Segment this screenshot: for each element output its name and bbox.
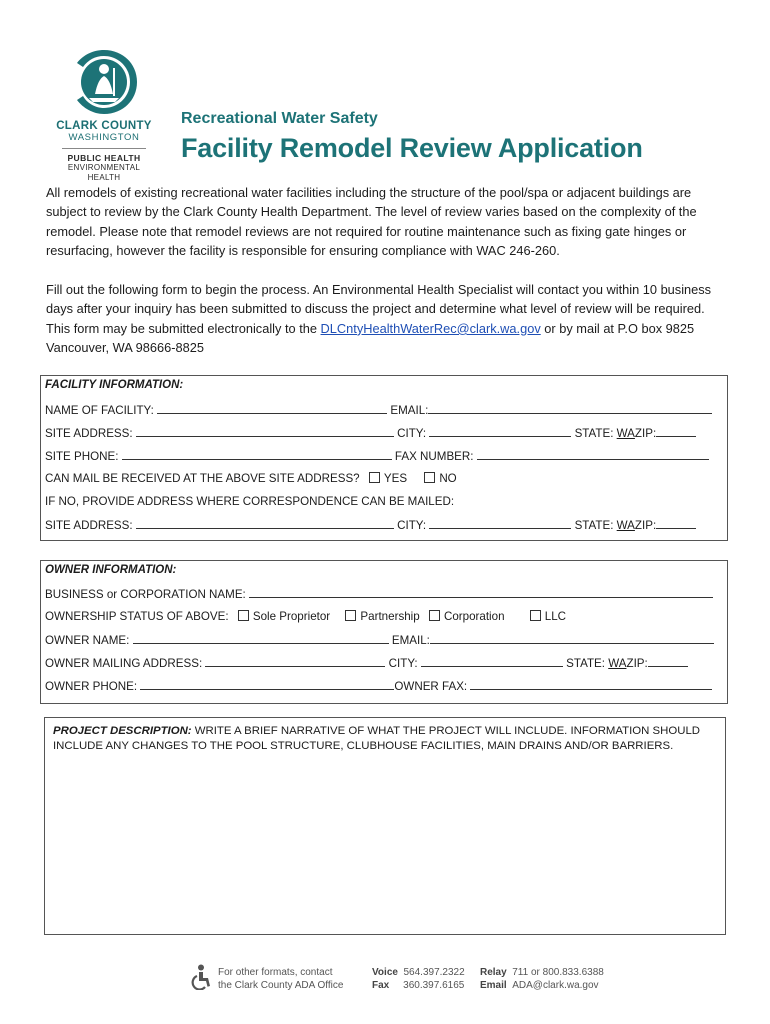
owner-mailing-row (45, 656, 723, 670)
owner-mailing-label: OWNER MAILING ADDRESS: (45, 657, 203, 670)
facility-heading: FACILITY INFORMATION: (45, 379, 184, 391)
partnership-checkbox[interactable] (345, 610, 356, 621)
site-phone-field[interactable] (122, 449, 392, 460)
facility-email-field[interactable] (428, 403, 712, 414)
owner-city-field[interactable] (421, 656, 563, 667)
facility-name-row (45, 403, 723, 417)
logo-environmental-health: ENVIRONMENTAL HEALTH (67, 163, 141, 182)
alt-site-address-label: SITE ADDRESS: (45, 519, 133, 532)
mail-yes-label: YES (383, 472, 408, 485)
project-description-section[interactable] (44, 717, 726, 935)
ada-relay-email (480, 966, 604, 992)
mail-address-text: or by mail at P.O box 9825 Vancouver, WA 98666-8825 (46, 320, 695, 356)
business-name-field[interactable] (249, 587, 713, 598)
owner-phone-label: OWNER PHONE: (45, 680, 138, 693)
county-seal-icon (69, 48, 139, 116)
corporation-checkbox[interactable] (429, 610, 440, 621)
page-subtitle: Recreational Water Safety (181, 110, 378, 127)
relay-number[interactable]: 711 or 800.833.6388 (512, 967, 604, 978)
zip-label: ZIP: (634, 427, 657, 440)
facility-information-section (40, 375, 728, 541)
llc-checkbox[interactable] (530, 610, 541, 621)
mail-yes-checkbox[interactable] (369, 472, 380, 483)
site-phone-label: SITE PHONE: (45, 450, 119, 463)
site-address-field[interactable] (136, 426, 394, 437)
ownership-status-label: OWNERSHIP STATUS OF ABOVE: (45, 610, 229, 623)
submission-paragraph (46, 280, 718, 358)
relay-label: Relay (480, 967, 507, 978)
page-title: Facility Remodel Review Application (181, 133, 643, 163)
owner-information-section (40, 560, 728, 704)
logo-divider (62, 148, 146, 149)
partnership-label: Partnership (360, 610, 420, 623)
alt-city-label: CITY: (397, 519, 427, 532)
submission-email-link[interactable]: DLCntyHealthWaterRec@clark.wa.gov (320, 320, 541, 336)
owner-email-field[interactable] (430, 633, 714, 644)
owner-heading: OWNER INFORMATION: (45, 564, 177, 576)
clark-county-logo (52, 48, 156, 183)
owner-fax-field[interactable] (470, 679, 712, 690)
owner-name-row (45, 633, 723, 647)
llc-label: LLC (544, 610, 567, 623)
intro-paragraph: All remodels of existing recreational water facilities including the structure of the pool/spa or adjacent buildings are subject to review by the Clark County Health Department. The level of review varies based on the complexity of the remodel. Please note that remodel reviews are not required for routine maintenance such as fixing gate hinges or resurfacing, however the facility is responsible for ensuring compliance with WAC 246-260. (46, 185, 697, 259)
site-address-label: SITE ADDRESS: (45, 427, 133, 440)
fax-footer-label: Fax (372, 980, 390, 991)
state-label: STATE: (574, 427, 614, 440)
ada-contact-text (218, 966, 343, 992)
email-footer-label: Email (480, 980, 507, 991)
ada-formats-line2: the Clark County ADA Office (218, 980, 344, 991)
alt-state-value[interactable]: WA (616, 519, 635, 532)
logo-public-health: PUBLIC HEALTH (67, 153, 141, 163)
accessibility-icon (190, 964, 212, 990)
owner-phone-field[interactable] (140, 679, 394, 690)
owner-state-value[interactable]: WA (608, 657, 627, 670)
logo-state: WASHINGTON (68, 132, 140, 143)
owner-email-label: EMAIL: (391, 634, 430, 647)
city-field[interactable] (429, 426, 571, 437)
logo-county: CLARK COUNTY (56, 120, 152, 132)
business-name-label: BUSINESS or CORPORATION NAME: (45, 588, 246, 601)
ada-voice-fax (372, 966, 465, 992)
facility-phone-row (45, 449, 723, 463)
facility-name-field[interactable] (157, 403, 387, 414)
alternate-address-prompt: IF NO, PROVIDE ADDRESS WHERE CORRESPONDENCE CAN BE MAILED: (45, 495, 455, 508)
project-description-label: PROJECT DESCRIPTION: (53, 725, 192, 737)
alt-site-address-field[interactable] (136, 518, 394, 529)
mail-no-checkbox[interactable] (424, 472, 435, 483)
project-description-prompt (53, 724, 717, 754)
mail-question-label: CAN MAIL BE RECEIVED AT THE ABOVE SITE ADDRESS? (45, 472, 360, 485)
owner-name-label: OWNER NAME: (45, 634, 130, 647)
owner-fax-label: OWNER FAX: (394, 680, 468, 693)
corporation-label: Corporation (443, 610, 505, 623)
owner-name-field[interactable] (133, 633, 389, 644)
submission-text: Fill out the following form to begin the process. An Environmental Health Specialist will contact you within 10 business days after your inquiry has been submitted to discuss the project and determine what level of review will be required. This form may be submitted electronically to the (46, 282, 712, 336)
sole-proprietor-label: Sole Proprietor (252, 610, 331, 623)
owner-zip-field[interactable] (648, 656, 688, 667)
ada-email[interactable]: ADA@clark.wa.gov (512, 980, 599, 991)
facility-site-row (45, 426, 723, 440)
facility-email-label: EMAIL: (390, 404, 429, 417)
mail-no-label: NO (439, 472, 457, 485)
owner-state-label: STATE: (566, 657, 605, 670)
alt-city-field[interactable] (429, 518, 571, 529)
business-name-row (45, 587, 723, 601)
voice-number[interactable]: 564.397.2322 (403, 967, 465, 978)
owner-zip-label: ZIP: (626, 657, 648, 670)
ada-formats-line1: For other formats, contact (218, 967, 333, 978)
owner-mailing-field[interactable] (205, 656, 385, 667)
state-value[interactable]: WA (616, 427, 635, 440)
alt-zip-field[interactable] (656, 518, 696, 529)
city-label: CITY: (397, 427, 427, 440)
fax-field[interactable] (477, 449, 709, 460)
owner-phone-row (45, 679, 723, 693)
alt-zip-label: ZIP: (634, 519, 657, 532)
sole-proprietor-checkbox[interactable] (238, 610, 249, 621)
project-description-instructions: WRITE A BRIEF NARRATIVE OF WHAT THE PROJECT WILL INCLUDE. INFORMATION SHOULD INCLUDE ANY CHANGES TO THE POOL STRUCTURE, CLUBHOUSE FACILITIES, MAIN DRAINS AND/OR BARRIERS. (53, 725, 701, 752)
ownership-status-row (45, 610, 723, 623)
alternate-site-row (45, 518, 723, 532)
facility-name-label: NAME OF FACILITY: (45, 404, 154, 417)
fax-number[interactable]: 360.397.6165 (403, 980, 465, 991)
fax-label: FAX NUMBER: (394, 450, 474, 463)
alt-state-label: STATE: (574, 519, 614, 532)
voice-label: Voice (372, 967, 398, 978)
owner-city-label: CITY: (388, 657, 418, 670)
zip-field[interactable] (656, 426, 696, 437)
mail-question-row (45, 472, 723, 485)
